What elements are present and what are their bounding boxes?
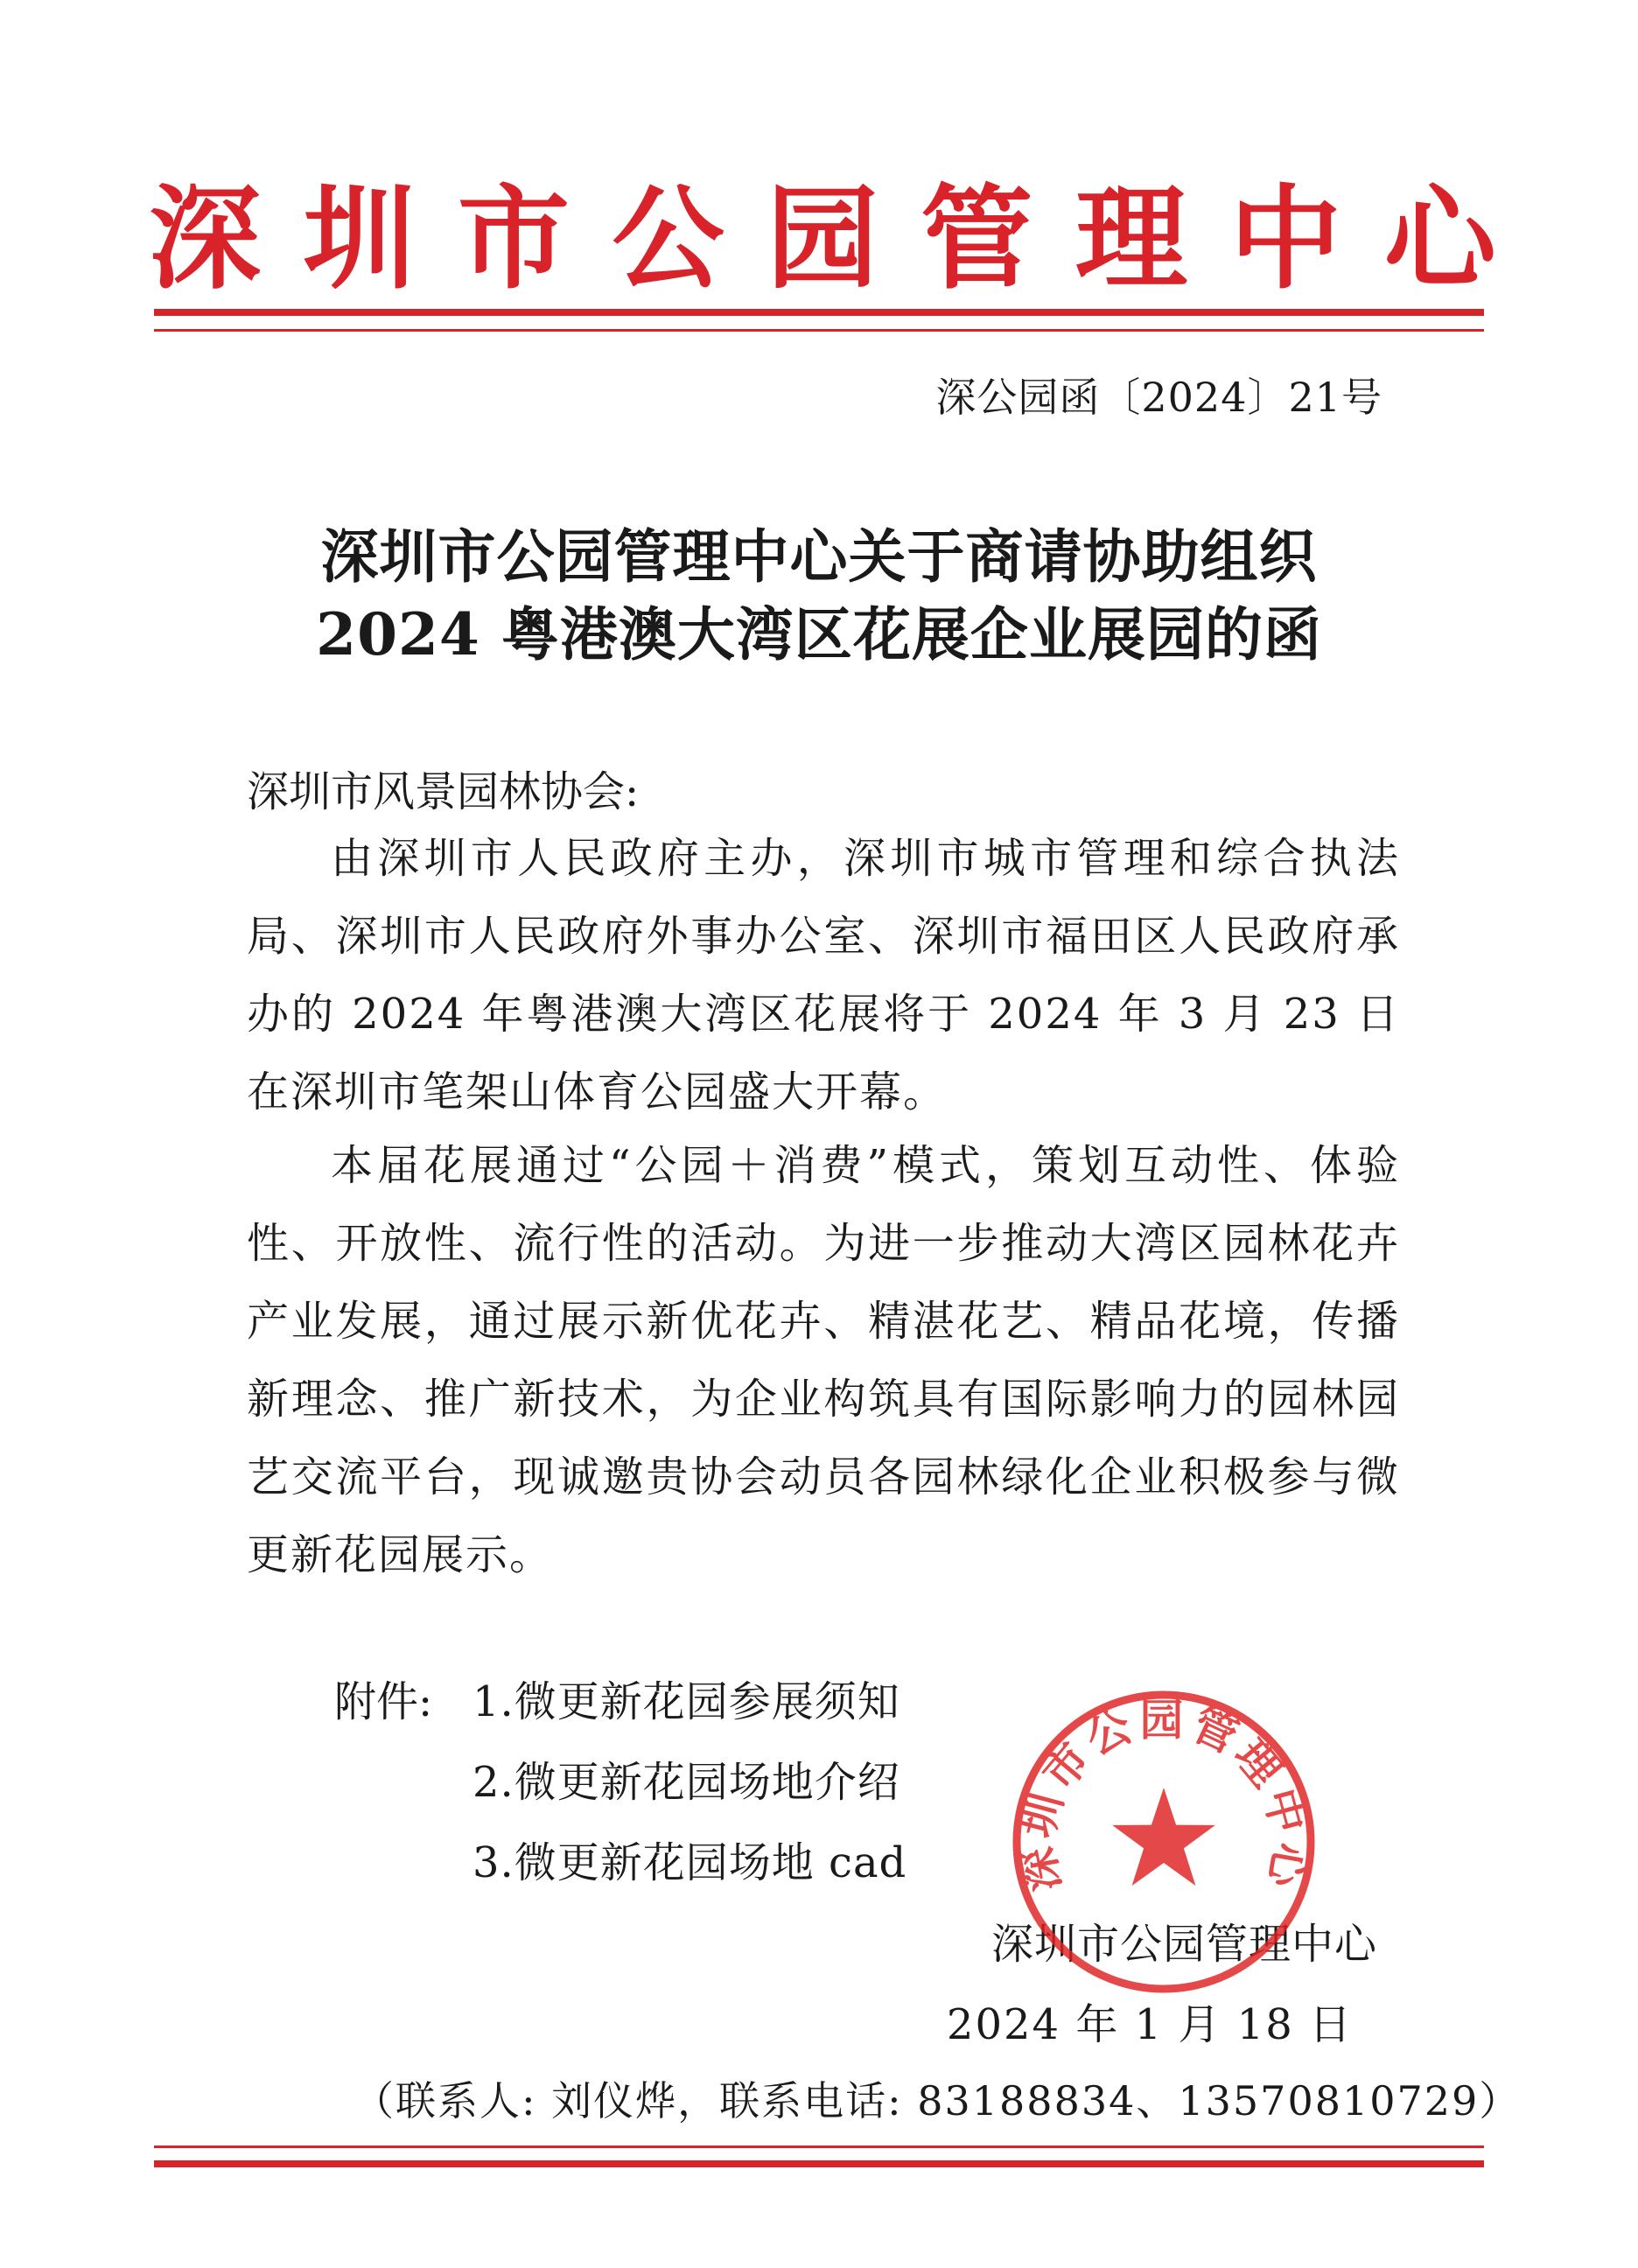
header-divider-thick [154, 309, 1484, 316]
official-seal-stamp [1006, 1684, 1321, 1999]
letterhead-title [149, 156, 1496, 322]
letterhead-char: 公 [612, 173, 724, 304]
letterhead-char: 管 [920, 173, 1033, 304]
letterhead-char: 深 [149, 173, 262, 304]
body-paragraph: 由深圳市人民政府主办，深圳市城市管理和综合执法局、深圳市人民政府外事办公室、深圳市福田区人民政府承办的 2024 年粤港澳大湾区花展将于 2024 年 3 月 23 日在深圳市笔架山体育公园盛大开幕。 [247, 834, 1400, 1116]
body-paragraph: 本届花展通过“公园＋消费”模式，策划互动性、体验性、开放性、流行性的活动。为进一步推动大湾区园林花卉产业发展，通过展示新优花卉、精湛花艺、精品花境，传播新理念、推广新技术，为企业构筑具有国际影响力的园林园艺交流平台，现诚邀贵协会动员各园林绿化企业积极参与微更新花园展示。 [247, 1141, 1400, 1579]
signature-org: 深圳市公园管理中心 [990, 1920, 1377, 1969]
letterhead-char: 圳 [303, 173, 416, 304]
letterhead-char: 心 [1383, 173, 1496, 304]
footer-divider-thin [154, 2146, 1484, 2148]
letterhead-char: 理 [1074, 173, 1187, 304]
svg-text:深圳市公园管理中心: 深圳市公园管理中心 [1010, 1693, 1318, 1896]
document-number: 深公园函〔2024〕21号 [935, 374, 1382, 421]
attachment-item: 2.微更新花园场地介绍 [472, 1758, 900, 1807]
signature-date: 2024 年 1 月 18 日 [946, 2000, 1353, 2049]
document-title-line-2: 2024 粤港澳大湾区花展企业展园的函 [316, 600, 1322, 668]
attachments-label: 附件: [334, 1677, 433, 1726]
salutation: 深圳市风景园林协会: [247, 767, 640, 816]
attachment-item: 3.微更新花园场地 cad [472, 1838, 907, 1887]
header-divider-thin [154, 329, 1484, 332]
document-title-line-1: 深圳市公园管理中心关于商请协助组织 [320, 522, 1318, 591]
contact-info: （联系人: 刘仪烨，联系电话: 83188834、13570810729） [354, 2077, 1522, 2124]
letterhead-char: 园 [766, 173, 878, 304]
attachment-item: 1.微更新花园参展须知 [472, 1677, 900, 1726]
letterhead-char: 中 [1229, 173, 1342, 304]
letterhead-char: 市 [457, 173, 570, 304]
footer-divider-thick [154, 2160, 1484, 2167]
